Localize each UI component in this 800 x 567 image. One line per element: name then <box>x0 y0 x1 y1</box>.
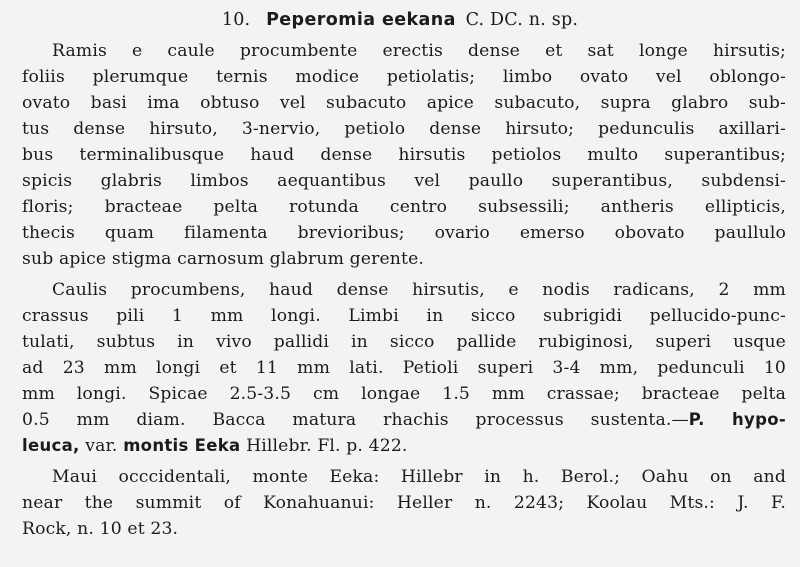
description-line: crassus pili 1 mm longi. Limbi in sicco subrigidi pellucido-punc- <box>22 306 786 326</box>
description-line <box>22 407 786 433</box>
diagnosis-line: sub apice stigma carnosum glabrum gerente. <box>22 249 425 269</box>
species-heading <box>0 8 800 32</box>
species-author: C. DC. n. sp. <box>465 10 579 30</box>
diagnosis-line: Ramis e caule procumbente erectis dense et sat longe hirsutis; <box>52 41 786 61</box>
description-line: Caulis procumbens, haud dense hirsutis, e nodis radicans, 2 mm <box>52 280 786 300</box>
diagnosis-line: thecis quam filamenta brevioribus; ovario emerso obovato paullulo <box>22 223 786 243</box>
synonym-citation: Hillebr. Fl. p. 422. <box>246 436 408 456</box>
locality-line: near the summit of Konahuanui: Heller n. 2243; Koolau Mts.: J. F. <box>22 493 786 513</box>
diagnosis-line: floris; bracteae pelta rotunda centro subsessili; antheris ellipticis, <box>22 197 786 217</box>
diagnosis-line: spicis glabris limbos aequantibus vel paullo superantibus, subdensi- <box>22 171 786 191</box>
species-number: 10. <box>221 10 251 30</box>
synonym-var-name: montis Eeka <box>123 436 241 455</box>
diagnosis-line: bus terminalibusque haud dense hirsutis petiolos multo superantibus; <box>22 145 786 165</box>
description-line: tulati, subtus in vivo pallidi in sicco pallide rubiginosi, superi usque <box>22 332 786 352</box>
synonym-var-label: var. <box>85 436 118 456</box>
species-name: Peperomia eekana <box>266 10 456 30</box>
description-line: ad 23 mm longi et 11 mm lati. Petioli superi 3-4 mm, pedunculi 10 <box>22 358 786 378</box>
synonym-species-end: leuca, <box>22 436 80 455</box>
diagnosis-line: foliis plerumque ternis modice petiolatis; limbo ovato vel oblongo- <box>22 67 786 87</box>
synonym-abbr: P. hypo- <box>688 410 786 429</box>
locality-line: Maui occcidentali, monte Eeka: Hillebr in h. Berol.; Oahu on and <box>52 467 786 487</box>
synonym-line <box>22 433 786 459</box>
diagnosis-line: ovato basi ima obtuso vel subacuto apice subacuto, supra glabro sub- <box>22 93 786 113</box>
description-text: 0.5 mm diam. Bacca matura rhachis processus sustenta.— <box>22 410 689 430</box>
diagnosis-line: tus dense hirsuto, 3-nervio, petiolo dense hirsuto; pedunculis axillari- <box>22 119 786 139</box>
description-line: mm longi. Spicae 2.5-3.5 cm longae 1.5 mm crassae; bracteae pelta <box>22 384 786 404</box>
locality-line: Rock, n. 10 et 23. <box>22 519 179 539</box>
